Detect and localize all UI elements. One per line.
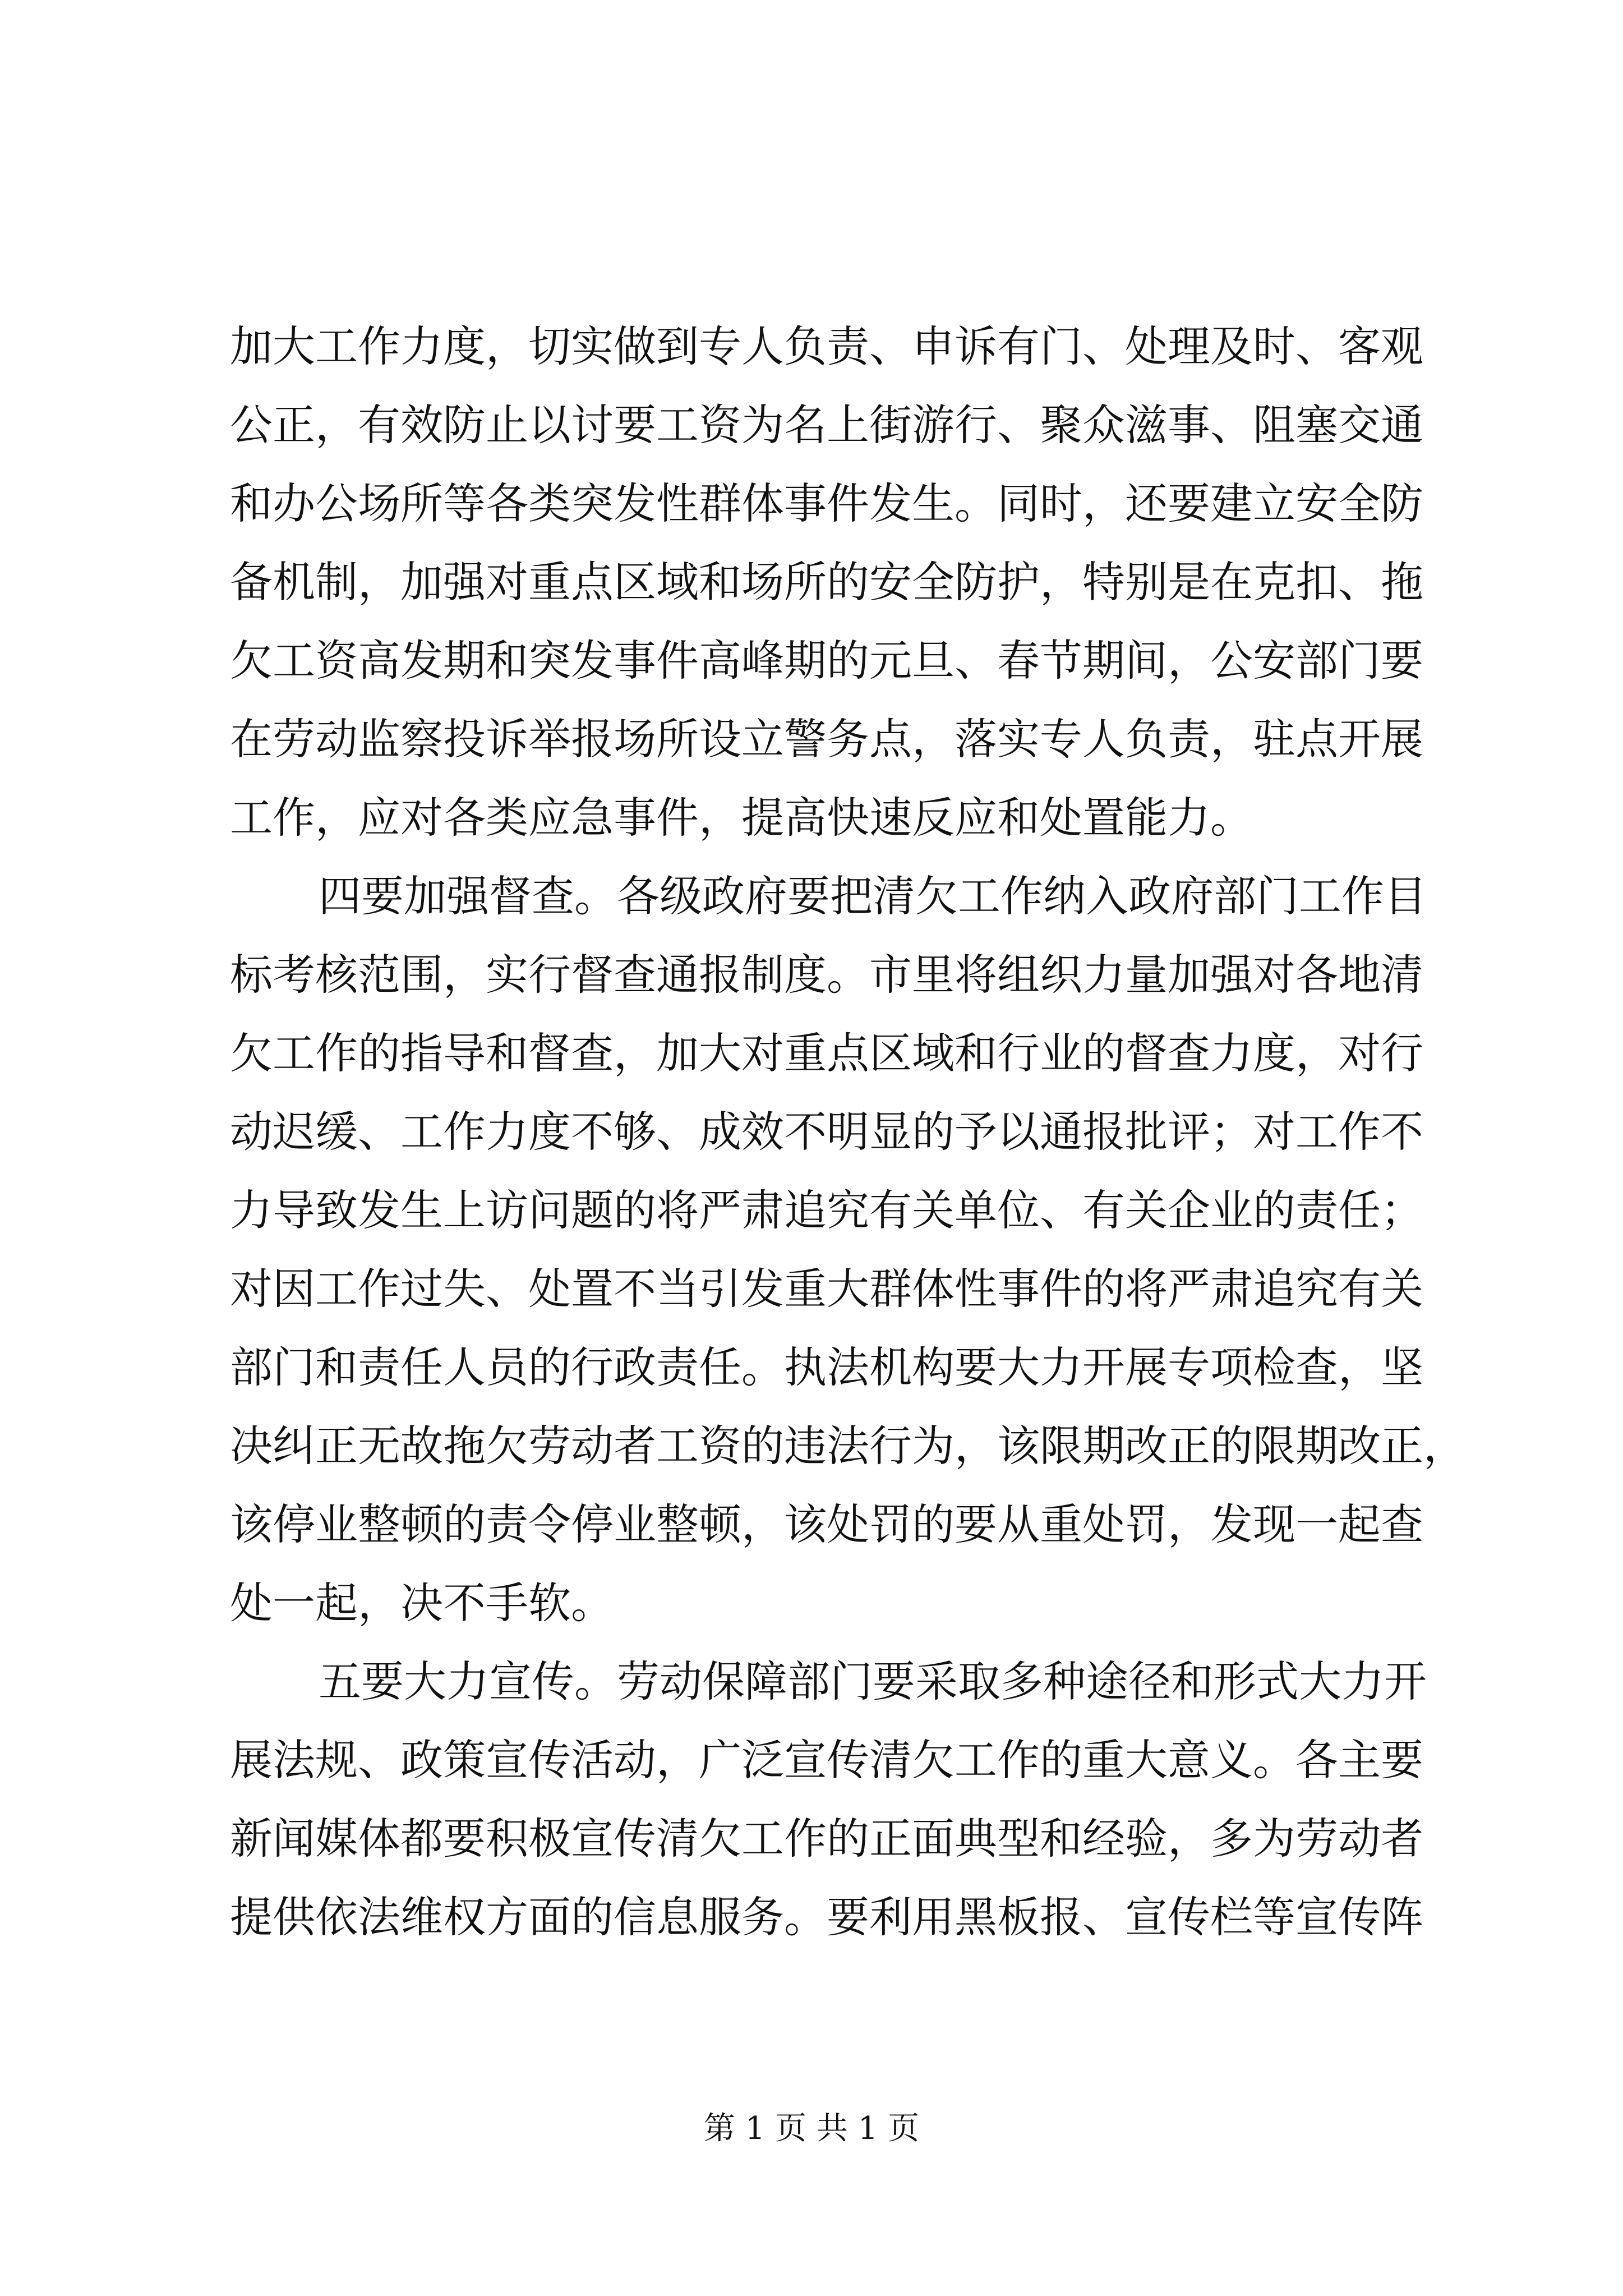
paragraph-2-line: 处一起，决不手软。 [230,1578,614,1628]
paragraph-2-line: 部门和责任人员的行政责任。执法机构要大力开展专项检查，坚 [230,1342,1423,1392]
paragraph-2-line: 该停业整顿的责令停业整顿，该处罚的要从重处罚，发现一起查 [230,1499,1423,1549]
paragraph-3-line: 展法规、政策宣传活动，广泛宣传清欠工作的重大意义。各主要 [230,1735,1423,1785]
paragraph-1-line: 工作，应对各类应急事件，提高快速反应和处置能力。 [230,793,1253,843]
paragraph-1-line: 和办公场所等各类突发性群体事件发生。同时，还要建立安全防 [230,478,1423,528]
paragraph-2-line: 四要加强督查。各级政府要把清欠工作纳入政府部门工作目 [319,871,1427,921]
paragraph-2-line: 力导致发生上访问题的将严肃追究有关单位、有关企业的责任； [230,1185,1423,1235]
paragraph-2-line: 标考核范围，实行督查通报制度。市里将组织力量加强对各地清 [230,950,1423,1000]
paragraph-1-line: 欠工资高发期和突发事件高峰期的元旦、春节期间，公安部门要 [230,636,1423,685]
paragraph-3-line: 新闻媒体都要积极宣传清欠工作的正面典型和经验，多为劳动者 [230,1814,1423,1864]
paragraph-1-line: 在劳动监察投诉举报场所设立警务点，落实专人负责，驻点开展 [230,714,1423,764]
paragraph-1-line: 公正，有效防止以讨要工资为名上街游行、聚众滋事、阻塞交通 [230,400,1423,450]
paragraph-1-line: 加大工作力度，切实做到专人负责、申诉有门、处理及时、客观 [230,321,1423,371]
paragraph-2-line: 决纠正无故拖欠劳动者工资的违法行为，该限期改正的限期改正， [230,1421,1466,1471]
paragraph-2-line: 对因工作过失、处置不当引发重大群体性事件的将严肃追究有关 [230,1264,1423,1314]
paragraph-2-line: 动迟缓、工作力度不够、成效不明显的予以通报批评；对工作不 [230,1107,1423,1157]
paragraph-2-line: 欠工作的指导和督查，加大对重点区域和行业的督查力度，对行 [230,1028,1423,1078]
document-body [230,307,1466,1957]
paragraph-1-line: 备机制，加强对重点区域和场所的安全防护，特别是在克扣、拖 [230,557,1423,607]
paragraph-3-line: 五要大力宣传。劳动保障部门要采取多种途径和形式大力开 [319,1657,1427,1706]
paragraph-3-line: 提供依法维权方面的信息服务。要利用黑板报、宣传栏等宣传阵 [230,1892,1423,1942]
page-number-footer: 第 1 页 共 1 页 [703,2110,920,2147]
